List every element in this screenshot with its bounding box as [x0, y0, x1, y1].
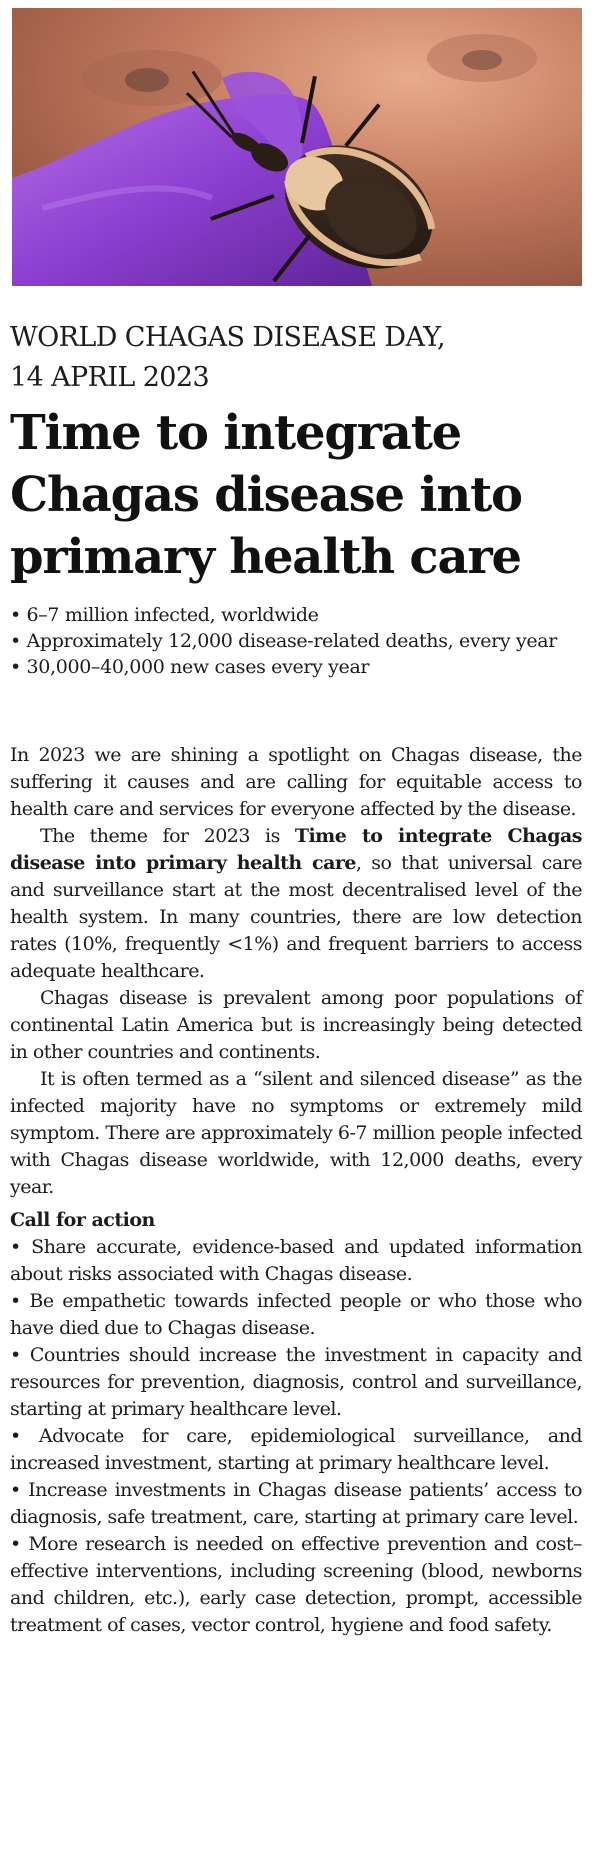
action-item: • Be empathetic towards infected people or who those who have died due to Chagas disease.	[10, 1290, 582, 1339]
paragraph-2-end: , so that universal care and surveillance start at the most decentralised level of the health system. In many countries, there are low detection rates (10%, frequently <1%) and frequent barriers to access adequate healthcare.	[10, 852, 582, 982]
action-item: • Increase investments in Chagas disease patients’ access to diagnosis, safe treatment, care, starting at primary care level.	[10, 1479, 582, 1528]
action-item: • Countries should increase the investment in capacity and resources for prevention, diagnosis, control and surveillance, starting at primary healthcare level.	[10, 1344, 582, 1420]
kicker-line-1: WORLD CHAGAS DISEASE DAY,	[10, 322, 446, 353]
action-item: • More research is needed on effective prevention and cost–effective interventions, including screening (blood, newborns and children, etc.), early case detection, prompt, accessible treatment of cases, vector control, hygiene and food safety.	[10, 1533, 582, 1636]
paragraph-1: In 2023 we are shining a spotlight on Chagas disease, the suffering it causes and are calling for equitable access to health care and services for everyone affected by the disease.	[10, 744, 582, 820]
headline-line-1: Time to integrate	[10, 405, 461, 461]
call-for-action-list	[10, 1234, 582, 1639]
headline-line-3: primary health care	[10, 529, 521, 585]
action-item: • Advocate for care, epidemiological surveillance, and increased investment, starting at primary healthcare level.	[10, 1425, 582, 1474]
fact-item: • 30,000–40,000 new cases every year	[10, 656, 370, 678]
page-title	[10, 402, 585, 588]
theme-highlight: Time to integrate Chagas disease into primary health care	[10, 825, 582, 874]
paragraph-2-start: The theme for 2023 is	[40, 825, 295, 847]
headline-line-2: Chagas disease into	[10, 467, 522, 523]
fact-item: • Approximately 12,000 disease-related deaths, every year	[10, 630, 557, 652]
action-item: • Share accurate, evidence-based and updated information about risks associated with Chagas disease.	[10, 1236, 582, 1285]
call-for-action-heading: Call for action	[10, 1209, 155, 1231]
key-facts-list	[10, 602, 582, 680]
paragraph-3: Chagas disease is prevalent among poor populations of continental Latin America but is increasingly being detected in other countries and continents.	[10, 987, 582, 1063]
kicker	[10, 318, 580, 398]
kicker-line-2: 14 APRIL 2023	[10, 362, 210, 393]
fact-item: • 6–7 million infected, worldwide	[10, 604, 319, 626]
paragraph-4: It is often termed as a “silent and silenced disease” as the infected majority have no symptoms or extremely mild symptom. There are approximately 6-7 million people infected with Chagas disease worldwide, with 12,000 deaths, every year.	[10, 1068, 582, 1198]
article-body	[10, 742, 582, 1639]
kissing-bug-photo-icon	[12, 8, 582, 286]
paragraph-2	[10, 823, 582, 985]
header-photo	[12, 8, 582, 286]
